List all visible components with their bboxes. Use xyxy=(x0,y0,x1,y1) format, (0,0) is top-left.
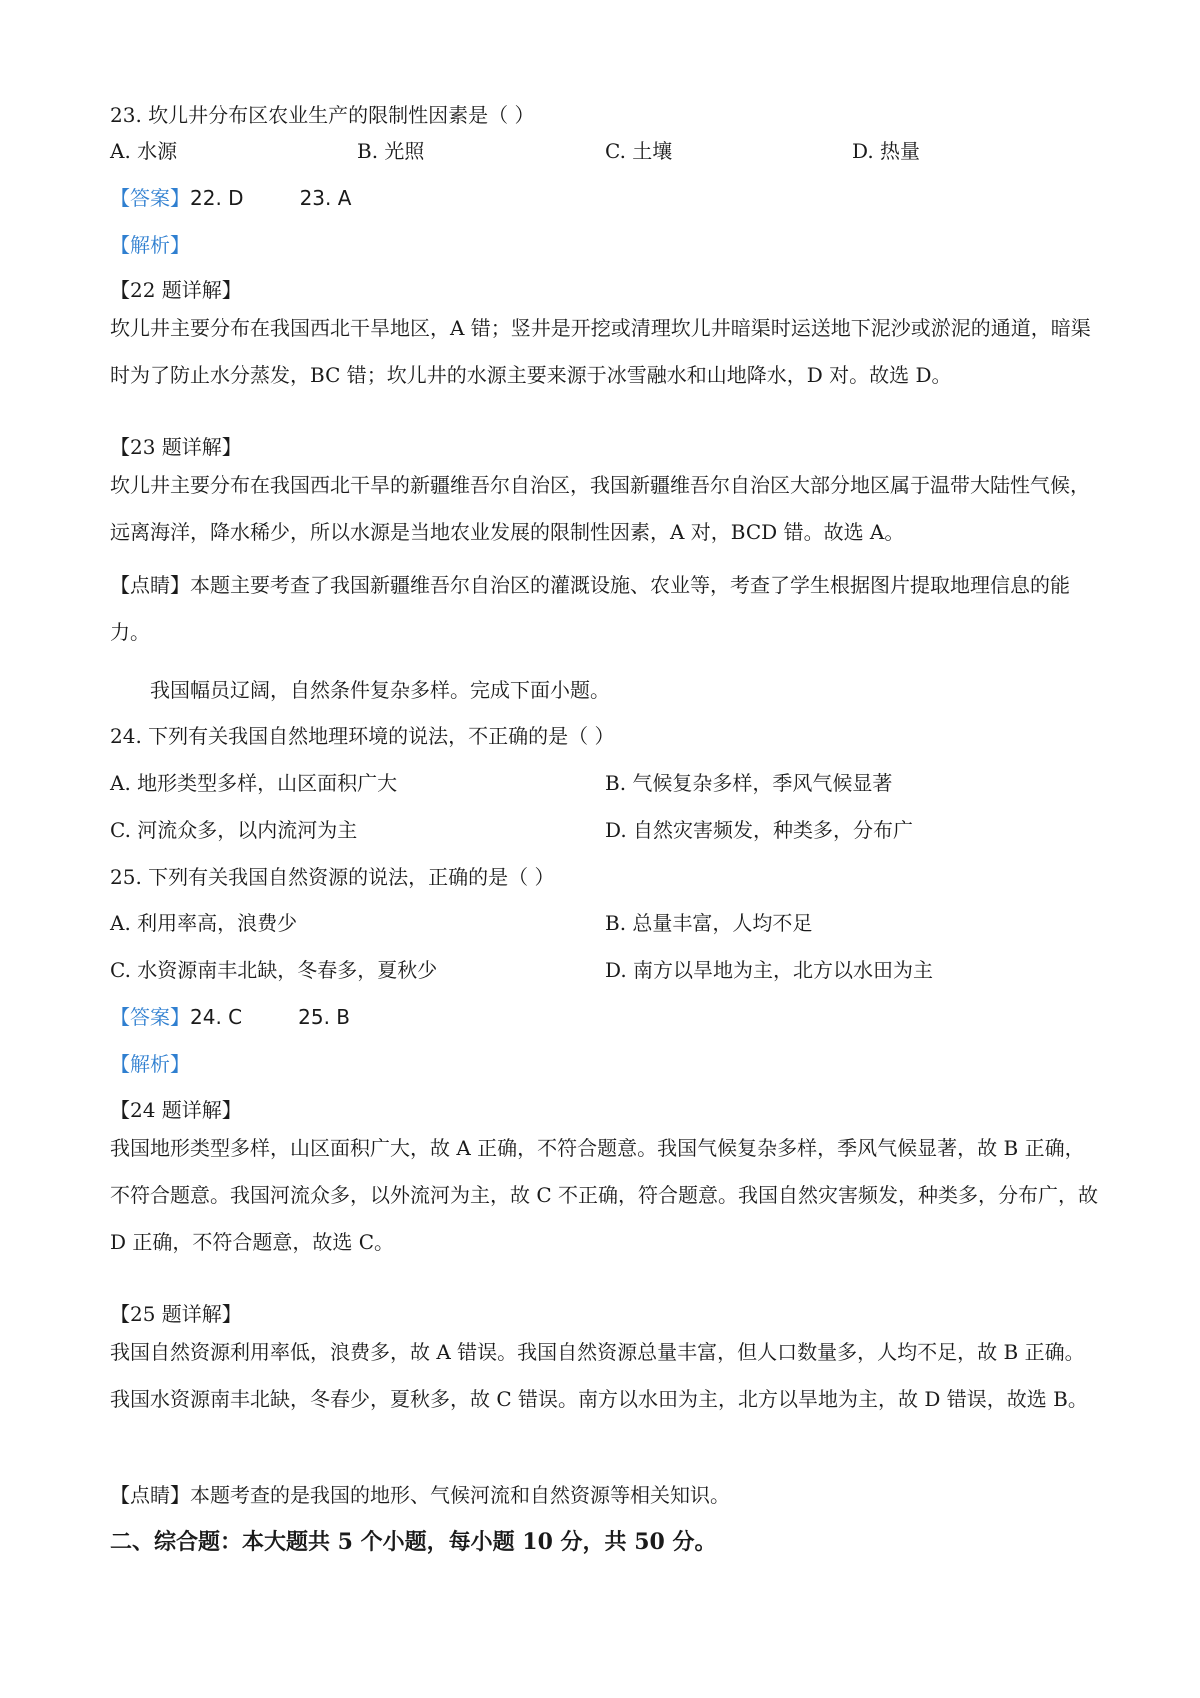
q23-option-b: B. 光照 xyxy=(357,139,425,163)
q23-option-c: C. 土壤 xyxy=(605,139,673,163)
q24-option-d: D. 自然灾害频发，种类多，分布广 xyxy=(605,818,914,842)
answer-line-1 xyxy=(110,183,351,213)
q23-option-a: A. 水源 xyxy=(110,139,178,163)
answer-line-2 xyxy=(110,1002,350,1032)
detail-23-title: 【23 题详解】 xyxy=(110,435,242,459)
comment-1 xyxy=(110,562,1100,656)
q25-option-d: D. 南方以旱地为主，北方以水田为主 xyxy=(605,958,934,982)
q25-option-c: C. 水资源南丰北缺，冬春多，夏秋少 xyxy=(110,958,438,982)
detail-22-text: 坎儿井主要分布在我国西北干旱地区，A 错；竖井是开挖或清理坎儿井暗渠时运送地下泥沙或淤泥的通道，暗渠时为了防止水分蒸发，BC 错；坎儿井的水源主要来源于冰雪融水和山地降水，D 对。故选 D。 xyxy=(110,316,1091,387)
question-23-stem: 23. 坎儿井分布区农业生产的限制性因素是（ ） xyxy=(110,103,535,127)
q23-option-d: D. 热量 xyxy=(852,139,921,163)
group-intro: 我国幅员辽阔，自然条件复杂多样。完成下面小题。 xyxy=(150,678,610,702)
detail-24-text: 我国地形类型多样，山区面积广大，故 A 正确，不符合题意。我国气候复杂多样，季风气候显著，故 B 正确，不符合题意。我国河流众多，以外流河为主，故 C 不正确，符合题意。我国自然灾害频发，种类多，分布广，故 D 正确，不符合题意，故选 C。 xyxy=(110,1136,1099,1254)
q24-option-c: C. 河流众多，以内流河为主 xyxy=(110,818,358,842)
detail-25-text: 我国自然资源利用率低，浪费多，故 A 错误。我国自然资源总量丰富，但人口数量多，人均不足，故 B 正确。我国水资源南丰北缺，冬春少，夏秋多，故 C 错误。南方以水田为主，北方以旱地为主，故 D 错误，故选 B。 xyxy=(110,1340,1088,1411)
analysis-label-2: 【解析】 xyxy=(110,1052,190,1076)
question-25-stem: 25. 下列有关我国自然资源的说法，正确的是（ ） xyxy=(110,865,555,889)
comment-2: 【点睛】本题考查的是我国的地形、气候河流和自然资源等相关知识。 xyxy=(110,1483,730,1507)
q24-option-a: A. 地形类型多样，山区面积广大 xyxy=(110,771,398,795)
detail-25-title: 【25 题详解】 xyxy=(110,1302,242,1326)
answer-22: 22. D xyxy=(190,186,244,210)
detail-24-title: 【24 题详解】 xyxy=(110,1098,242,1122)
answer-23: 23. A xyxy=(299,186,352,210)
detail-24-body xyxy=(110,1125,1100,1266)
detail-23-text: 坎儿井主要分布在我国西北干旱的新疆维吾尔自治区，我国新疆维吾尔自治区大部分地区属于温带大陆性气候，远离海洋，降水稀少，所以水源是当地农业发展的限制性因素，A 对，BCD 错。故选 A。 xyxy=(110,473,1090,544)
answer-25: 25. B xyxy=(298,1005,351,1029)
q25-option-a: A. 利用率高，浪费少 xyxy=(110,911,298,935)
q25-option-b: B. 总量丰富，人均不足 xyxy=(605,911,813,935)
answer-label: 【答案】 xyxy=(110,186,190,210)
detail-22-title: 【22 题详解】 xyxy=(110,278,242,302)
answer-label-2: 【答案】 xyxy=(110,1005,190,1029)
analysis-label-1: 【解析】 xyxy=(110,233,190,257)
comment-1-text: 【点睛】本题主要考查了我国新疆维吾尔自治区的灌溉设施、农业等，考查了学生根据图片提取地理信息的能力。 xyxy=(110,573,1070,644)
detail-25-body xyxy=(110,1329,1100,1423)
detail-23-body xyxy=(110,462,1100,556)
detail-22-body xyxy=(110,305,1100,399)
section-2-heading: 二、综合题：本大题共 5 个小题，每小题 10 分，共 50 分。 xyxy=(110,1529,717,1555)
q24-option-b: B. 气候复杂多样，季风气候显著 xyxy=(605,771,893,795)
answer-24: 24. C xyxy=(190,1005,243,1029)
question-24-stem: 24. 下列有关我国自然地理环境的说法，不正确的是（ ） xyxy=(110,724,615,748)
